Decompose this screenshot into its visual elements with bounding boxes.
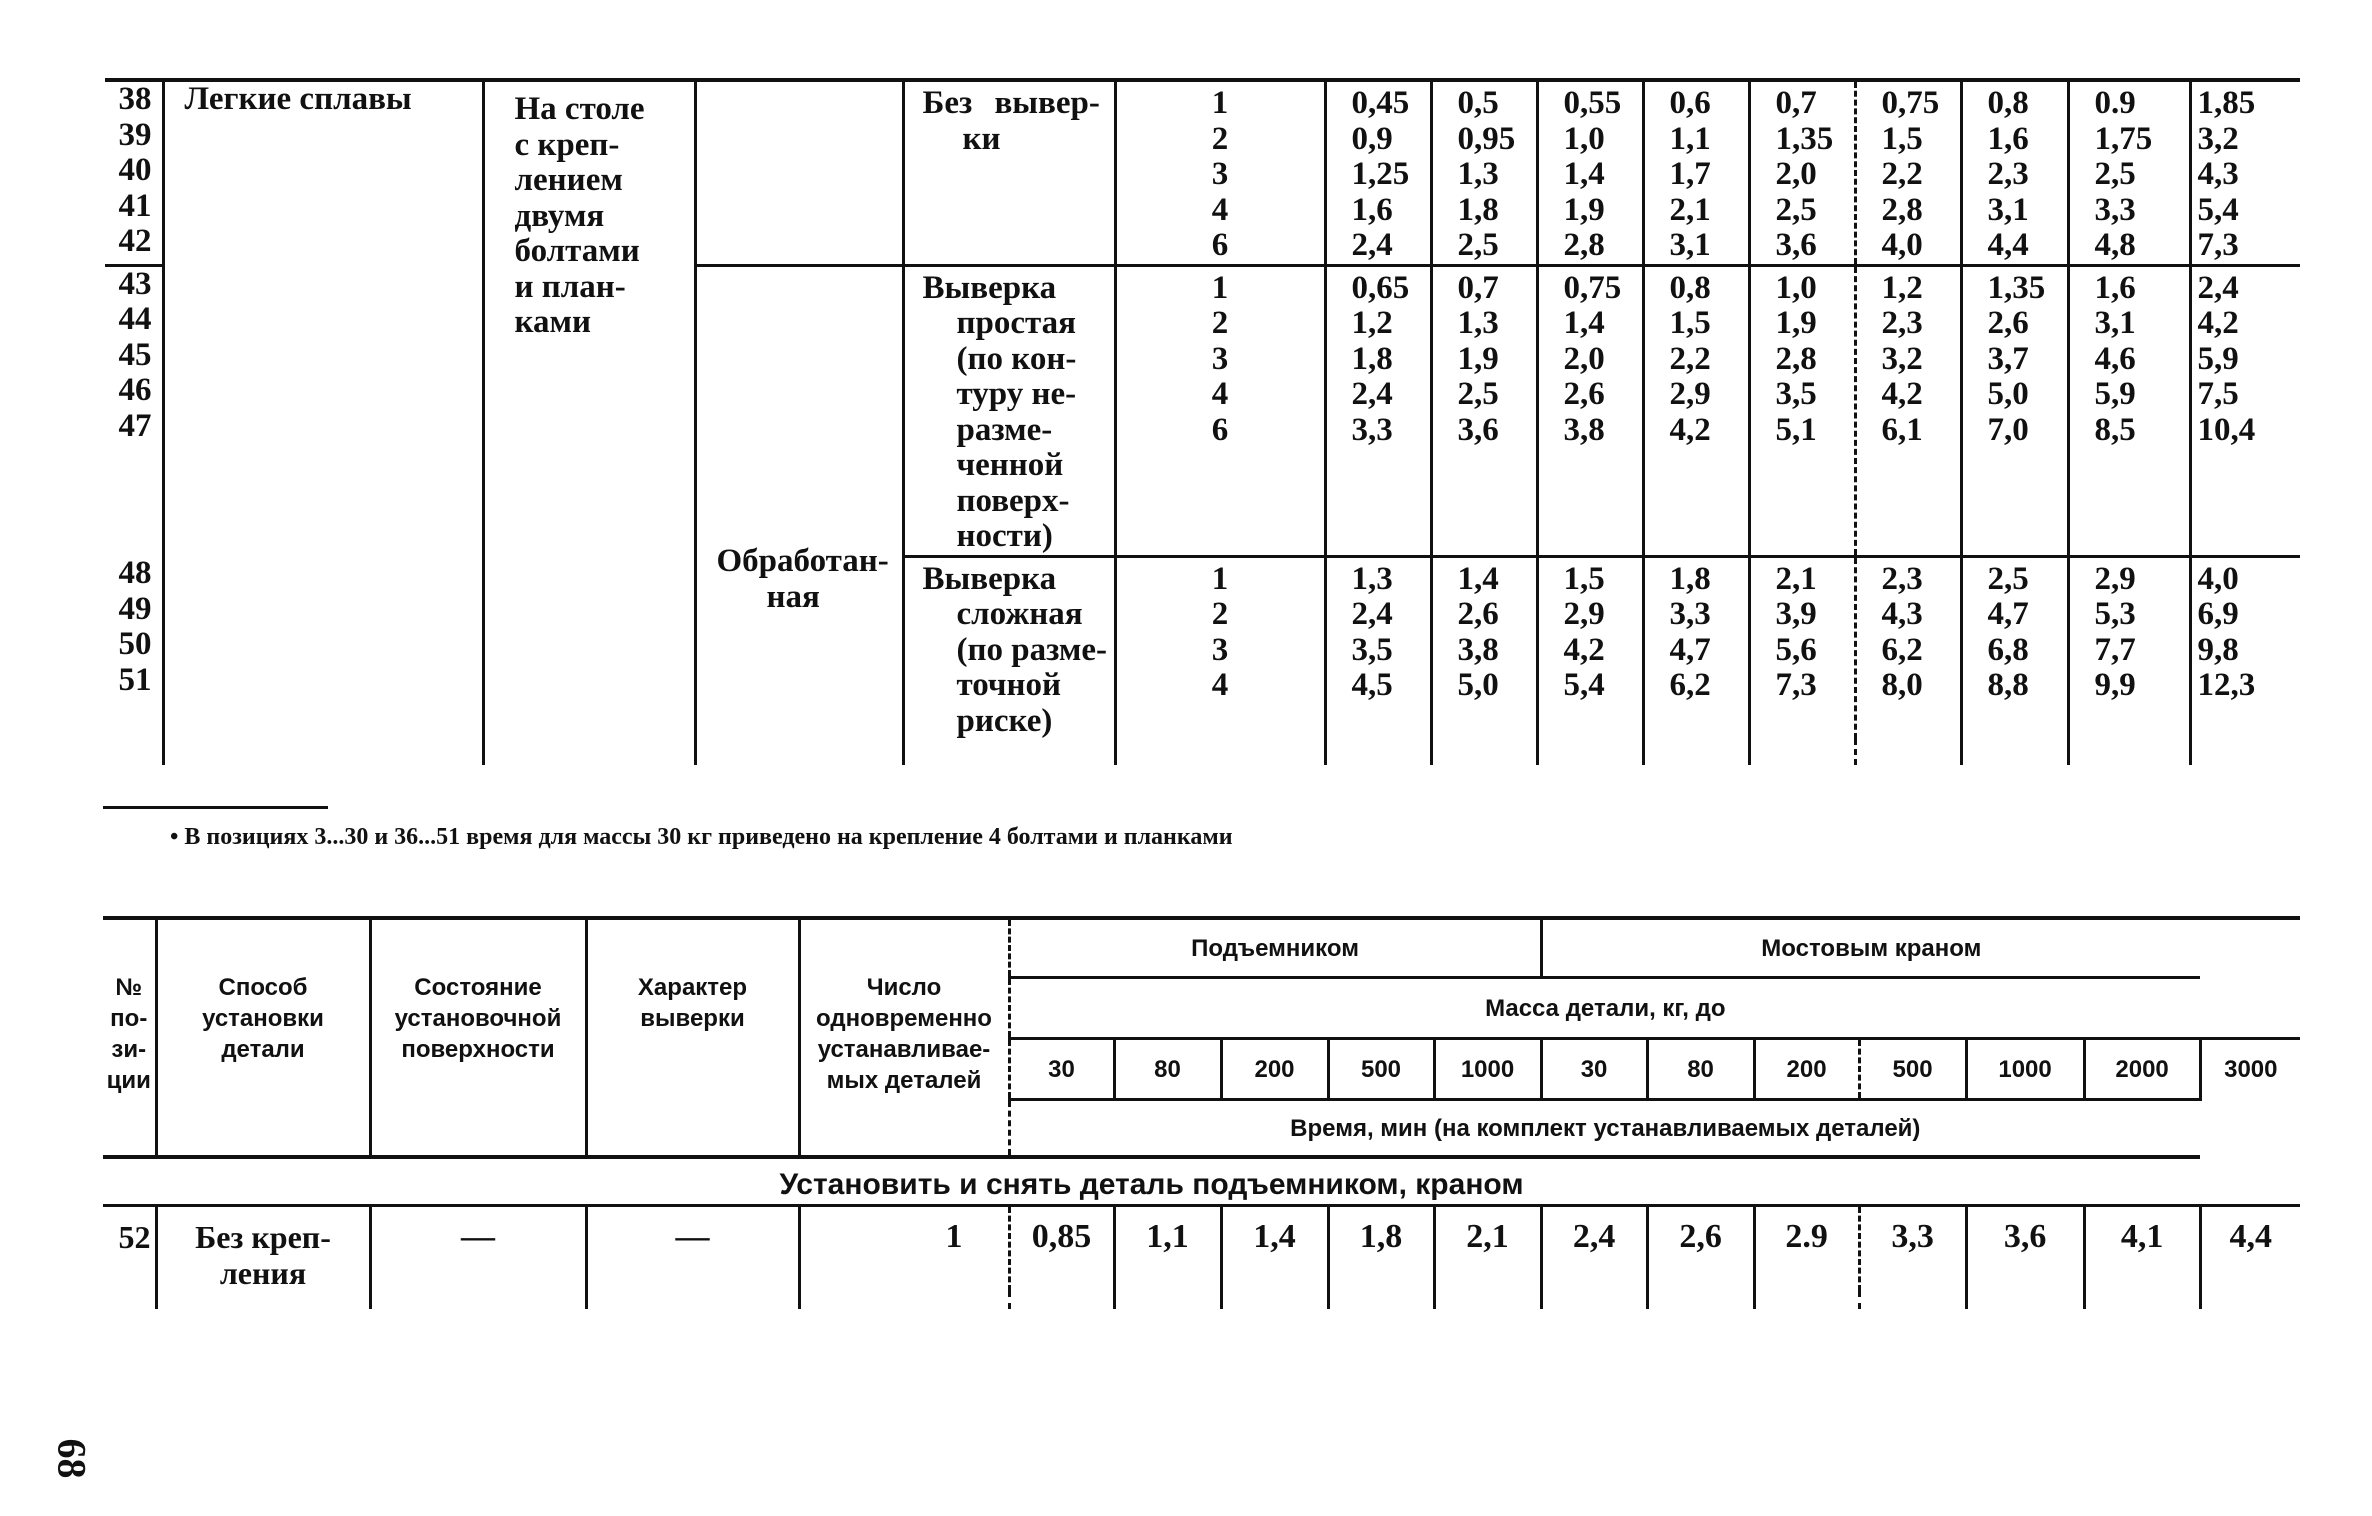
surface-header: Состояние установочной поверхности bbox=[370, 918, 586, 1157]
mass-value: 500 bbox=[1859, 1039, 1966, 1100]
value-column: 0,65 1,2 1,8 2,4 3,3 bbox=[1325, 265, 1431, 556]
value-column: 1,4 2,6 3,8 5,0 bbox=[1431, 556, 1537, 739]
value-column: 1,5 2,9 4,2 5,4 bbox=[1537, 556, 1643, 739]
section-title: Установить и снять деталь подъемником, краном bbox=[103, 1157, 2200, 1206]
value-cell: 4,4 bbox=[2200, 1206, 2300, 1292]
value-column: 1,3 2,4 3,5 4,5 bbox=[1325, 556, 1431, 739]
value-column: 2,9 5,3 7,7 9,9 bbox=[2068, 556, 2190, 739]
table-row bbox=[103, 1206, 2300, 1292]
section-row bbox=[103, 1157, 2300, 1206]
mass-value: 30 bbox=[1541, 1039, 1647, 1100]
value-cell: 2.9 bbox=[1754, 1206, 1859, 1292]
position-cell: 43 44 45 46 47 bbox=[105, 265, 163, 556]
mass-value: 200 bbox=[1221, 1039, 1328, 1100]
value-column: 1,6 3,1 4,6 5,9 8,5 bbox=[2068, 265, 2190, 556]
value-column: 1,85 3,2 4,3 5,4 7,3 bbox=[2190, 80, 2300, 265]
table-row bbox=[105, 80, 2300, 265]
character-header: Характер выверки bbox=[586, 918, 799, 1157]
hoist-header: Подъемником bbox=[1009, 918, 1541, 978]
count-cell: 1 2 3 4 6 bbox=[1115, 265, 1325, 556]
value-column: 0,5 0,95 1,3 1,8 2,5 bbox=[1431, 80, 1537, 265]
position-cell: 52 bbox=[103, 1206, 156, 1292]
value-cell: 3,6 bbox=[1966, 1206, 2084, 1292]
mass-value: 80 bbox=[1114, 1039, 1221, 1100]
mass-value: 1000 bbox=[1966, 1039, 2084, 1100]
value-cell: 1,4 bbox=[1221, 1206, 1328, 1292]
value-cell: 2,4 bbox=[1541, 1206, 1647, 1292]
value-column: 0,75 1,4 2,0 2,6 3,8 bbox=[1537, 265, 1643, 556]
value-cell: 2,1 bbox=[1434, 1206, 1541, 1292]
value-column: 4,0 6,9 9,8 12,3 bbox=[2190, 556, 2300, 739]
method-cell: На столе с креп- лением двумя болтами и план- ками bbox=[483, 80, 695, 765]
value-column: 0,45 0,9 1,25 1,6 2,4 bbox=[1325, 80, 1431, 265]
value-column: 1,2 2,3 3,2 4,2 6,1 bbox=[1855, 265, 1961, 556]
position-cell: 38 39 40 41 42 bbox=[118, 81, 152, 259]
value-column: 0,6 1,1 1,7 2,1 3,1 bbox=[1643, 80, 1749, 265]
mass-value: 3000 bbox=[2200, 1039, 2300, 1100]
footnote-rule bbox=[103, 806, 328, 809]
surface-cell-empty bbox=[695, 80, 903, 265]
mass-value: 1000 bbox=[1434, 1039, 1541, 1100]
mass-value: 30 bbox=[1009, 1039, 1114, 1100]
mass-value: 80 bbox=[1647, 1039, 1754, 1100]
value-cell: 1,1 bbox=[1114, 1206, 1221, 1292]
value-column: 0.9 1,75 2,5 3,3 4,8 bbox=[2068, 80, 2190, 265]
mass-value: 200 bbox=[1754, 1039, 1859, 1100]
value-column: 1,0 1,9 2,8 3,5 5,1 bbox=[1749, 265, 1855, 556]
character-cell: Без вывер- ки bbox=[903, 80, 1115, 265]
position-header: № по- зи- ции bbox=[106, 974, 151, 1094]
mass-value: 2000 bbox=[2084, 1039, 2200, 1100]
value-column: 1,35 2,6 3,7 5,0 7,0 bbox=[1961, 265, 2068, 556]
value-cell: 3,3 bbox=[1859, 1206, 1966, 1292]
value-column: 2,4 4,2 5,9 7,5 10,4 bbox=[2190, 265, 2300, 556]
value-cell: 0,85 bbox=[1009, 1206, 1114, 1292]
value-cell: 4,1 bbox=[2084, 1206, 2200, 1292]
crane-header: Мостовым краном bbox=[1541, 918, 2200, 978]
method-header: Способ установки детали bbox=[156, 918, 370, 1157]
surface-cell: Обработан- ная bbox=[695, 265, 903, 765]
table-row-spacer bbox=[103, 1291, 2300, 1309]
count-cell: 1 2 3 4 6 bbox=[1115, 80, 1325, 265]
character-cell: Выверка сложная (по разме- точной риске) bbox=[903, 556, 1115, 739]
character-cell: Выверка простая (по кон- туру не- разме- ченной поверх- ности) bbox=[903, 265, 1115, 556]
value-cell: 2,6 bbox=[1647, 1206, 1754, 1292]
mass-value: 500 bbox=[1328, 1039, 1434, 1100]
position-cell: 48 49 50 51 bbox=[118, 555, 152, 698]
character-cell: — bbox=[586, 1206, 799, 1292]
value-column: 2,3 4,3 6,2 8,0 bbox=[1855, 556, 1961, 739]
method-cell: Без креп- ления bbox=[156, 1206, 370, 1292]
header-row bbox=[103, 918, 2300, 978]
value-column: 1,8 3,3 4,7 6,2 bbox=[1643, 556, 1749, 739]
value-column: 2,5 4,7 6,8 8,8 bbox=[1961, 556, 2068, 739]
material-cell: Легкие сплавы bbox=[163, 80, 483, 765]
mass-header: Масса детали, кг, до bbox=[1009, 978, 2200, 1039]
value-column: 0,8 1,5 2,2 2,9 4,2 bbox=[1643, 265, 1749, 556]
value-cell: 1,8 bbox=[1328, 1206, 1434, 1292]
upper-data-table bbox=[105, 78, 2300, 765]
value-column: 0,8 1,6 2,3 3,1 4,4 bbox=[1961, 80, 2068, 265]
value-column: 0,55 1,0 1,4 1,9 2,8 bbox=[1537, 80, 1643, 265]
value-column: 0,75 1,5 2,2 2,8 4,0 bbox=[1855, 80, 1961, 265]
footnote: • В позициях 3...30 и 36...51 время для массы 30 кг приведено на крепление 4 болтами и планками bbox=[170, 824, 1233, 850]
count-cell: 1 bbox=[799, 1206, 1009, 1292]
value-column: 0,7 1,35 2,0 2,5 3,6 bbox=[1749, 80, 1855, 265]
time-header: Время, мин (на комплект устанавливаемых деталей) bbox=[1009, 1100, 2200, 1158]
value-column: 2,1 3,9 5,6 7,3 bbox=[1749, 556, 1855, 739]
lower-data-table bbox=[103, 916, 2300, 1309]
value-column: 0,7 1,3 1,9 2,5 3,6 bbox=[1431, 265, 1537, 556]
surface-cell: — bbox=[370, 1206, 586, 1292]
count-header: Число одновременно устанавливае- мых деталей bbox=[799, 918, 1009, 1157]
page-number: 68 bbox=[49, 1438, 95, 1479]
count-cell: 1 2 3 4 bbox=[1115, 556, 1325, 739]
